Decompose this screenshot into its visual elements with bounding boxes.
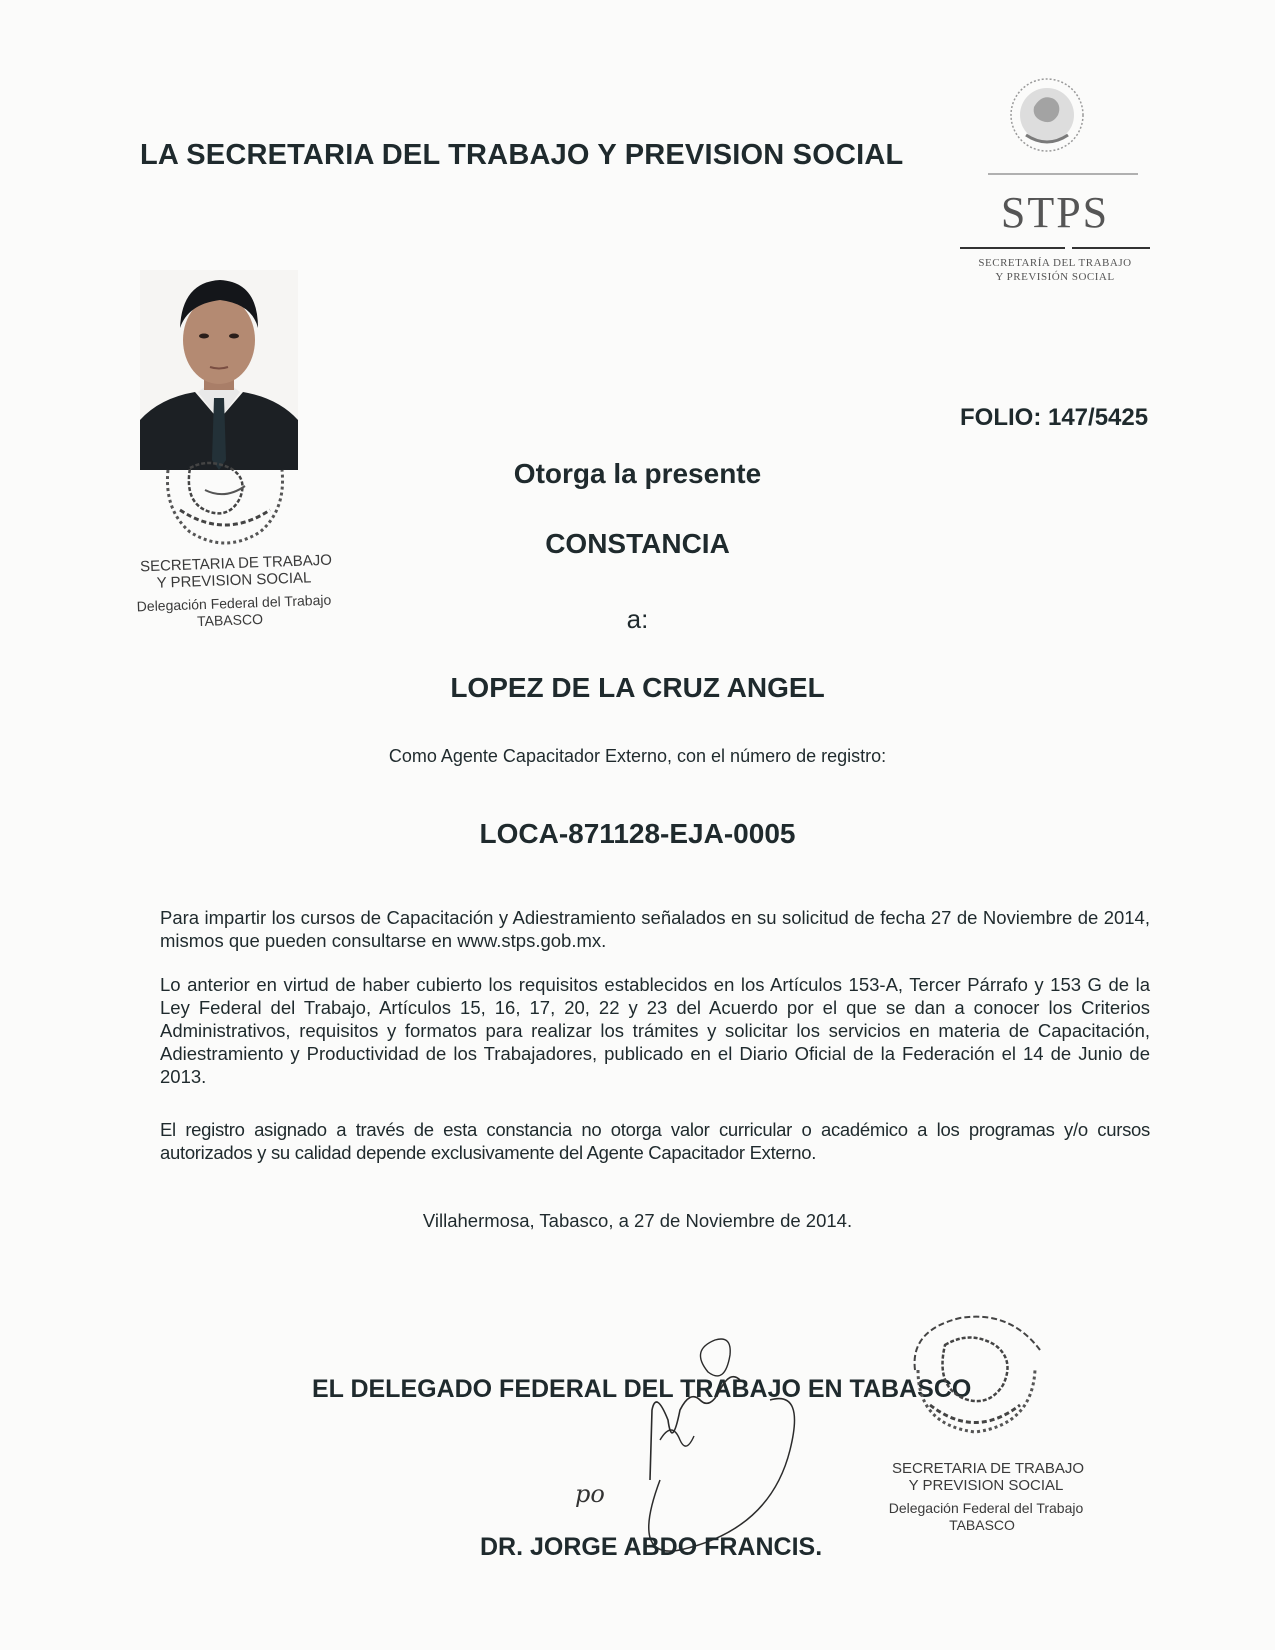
folio-number: FOLIO: 147/5425	[960, 404, 1149, 431]
registration-number: LOCA-871128-EJA-0005	[479, 818, 796, 849]
stamp-left-line2: Y PREVISION SOCIAL	[156, 569, 312, 592]
logo-rule-left	[960, 247, 1065, 249]
stamp-right-line1: SECRETARIA DE TRABAJO	[892, 1460, 1084, 1477]
stamp-right-line2: Y PREVISION SOCIAL	[908, 1477, 1064, 1494]
logo-subtitle-line2: Y PREVISIÓN SOCIAL	[995, 271, 1115, 283]
logo-subtitle-line1: SECRETARÍA DEL TRABAJO	[978, 257, 1132, 269]
logo-divider	[988, 173, 1138, 175]
recipient-photo	[140, 270, 298, 470]
recipient-name: LOPEZ DE LA CRUZ ANGEL	[450, 672, 825, 703]
role-line: Como Agente Capacitador Externo, con el número de registro:	[388, 746, 887, 766]
stps-logo	[960, 65, 1150, 285]
portrait-icon	[140, 270, 298, 470]
document-type: CONSTANCIA	[545, 528, 730, 559]
to-label: a:	[626, 604, 649, 634]
grant-line: Otorga la presente	[513, 458, 762, 489]
body-paragraph-2: Lo anterior en virtud de haber cubierto los requisitos establecidos en los Artículos 153-A, Tercer Párrafo y 153 G de la Ley Federal del Trabajo, Artículos 15, 16, 17, 20, 22 y 23 del Acuerdo por el que se dan a conocer los Criterios Administrativos, requisitos y formatos para realizar los trámites y solicitar los servicios en materia de Capacitación, Adiestramiento y Productividad de los Trabajadores, publicado en el Diario Oficial de la Federación el 14 de Junio de 2013.	[160, 974, 1150, 1087]
stamp-seal-icon	[900, 1310, 1050, 1440]
body-paragraph-3: El registro asignado a través de esta constancia no otorga valor curricular o académico a los programas y/o cursos autorizados y su calidad depende exclusivamente del Agente Capacitador Externo.	[160, 1119, 1150, 1163]
signatory-prefix: po	[575, 1480, 605, 1508]
signatory-title: EL DELEGADO FEDERAL DEL TRABAJO EN TABASCO	[312, 1375, 972, 1403]
stamp-left-line4: TABASCO	[196, 610, 264, 630]
body-paragraph-1: Para impartir los cursos de Capacitación y Adiestramiento señalados en su solicitud de fecha 27 de Noviembre de 2014, mismos que pueden consultarse en www.stps.gob.mx.	[160, 907, 1150, 951]
signatory-name: DR. JORGE ABDO FRANCIS.	[480, 1533, 823, 1561]
stamp-left-line1: SECRETARIA DE TRABAJO	[139, 551, 333, 576]
stamp-right-line4: TABASCO	[949, 1517, 1015, 1533]
place-and-date: Villahermosa, Tabasco, a 27 de Noviembre de 2014.	[422, 1210, 853, 1231]
mexican-coat-of-arms-icon	[1008, 65, 1086, 169]
header-title: LA SECRETARIA DEL TRABAJO Y PREVISION SOCIAL	[140, 139, 904, 171]
logo-rule-right	[1072, 247, 1150, 249]
stamp-left-line3: Delegación Federal del Trabajo	[136, 591, 332, 615]
stamp-right-line3: Delegación Federal del Trabajo	[888, 1500, 1084, 1516]
logo-acronym: STPS	[1000, 188, 1110, 237]
official-stamp-right	[880, 1310, 1120, 1600]
